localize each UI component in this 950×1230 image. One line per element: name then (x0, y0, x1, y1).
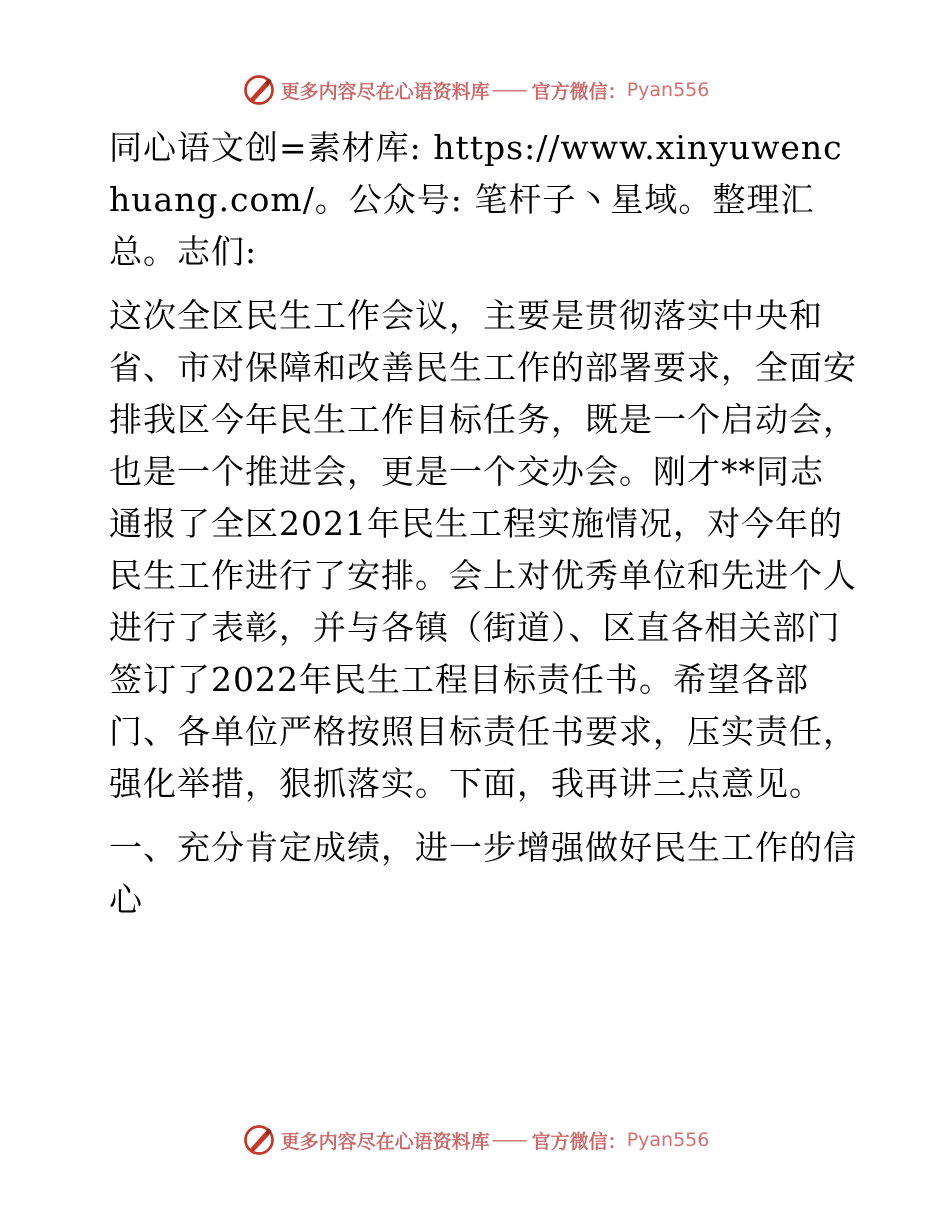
banner-separator: —— (491, 79, 526, 101)
intro-paragraph: 同心语文创=素材库: https://www.xinyuwenchuang.com/。公众号: 笔杆子丶星域。整理汇总。志们: (109, 128, 843, 271)
document-body (97, 122, 857, 938)
header-watermark-banner (0, 70, 950, 110)
banner-contact-id: Pyan556 (626, 79, 710, 101)
banner-site-text: 更多内容尽在心语资料库 (280, 1130, 490, 1153)
section-heading: 一、充分肯定成绩，进一步增强做好民生工作的信心 (109, 828, 857, 919)
banner-contact-id: Pyan556 (626, 1129, 710, 1151)
banner-contact-label: 官方微信： (531, 1130, 627, 1153)
pen-logo-icon (241, 1122, 277, 1158)
banner-contact-label: 官方微信： (531, 80, 627, 103)
body-paragraph: 这次全区民生工作会议，主要是贯彻落实中央和省、市对保障和改善民生工作的部署要求，全面安排我区今年民生工作目标任务，既是一个启动会，也是一个推进会，更是一个交办会。刚才**同志通报了全区2021年民生工程实施情况，对今年的民生工作进行了安排。会上对优秀单位和先进个人进行了表彰，并与各镇（街道）、区直各相关部门签订了2022年民生工程目标责任书。希望各部门、各单位严格按照目标责任书要求，压实责任，强化举措，狠抓落实。下面，我再讲三点意见。 (109, 296, 857, 803)
footer-watermark-banner (0, 1120, 950, 1160)
banner-site-text: 更多内容尽在心语资料库 (280, 80, 490, 103)
pen-logo-icon (241, 72, 277, 108)
banner-separator: —— (491, 1129, 526, 1151)
